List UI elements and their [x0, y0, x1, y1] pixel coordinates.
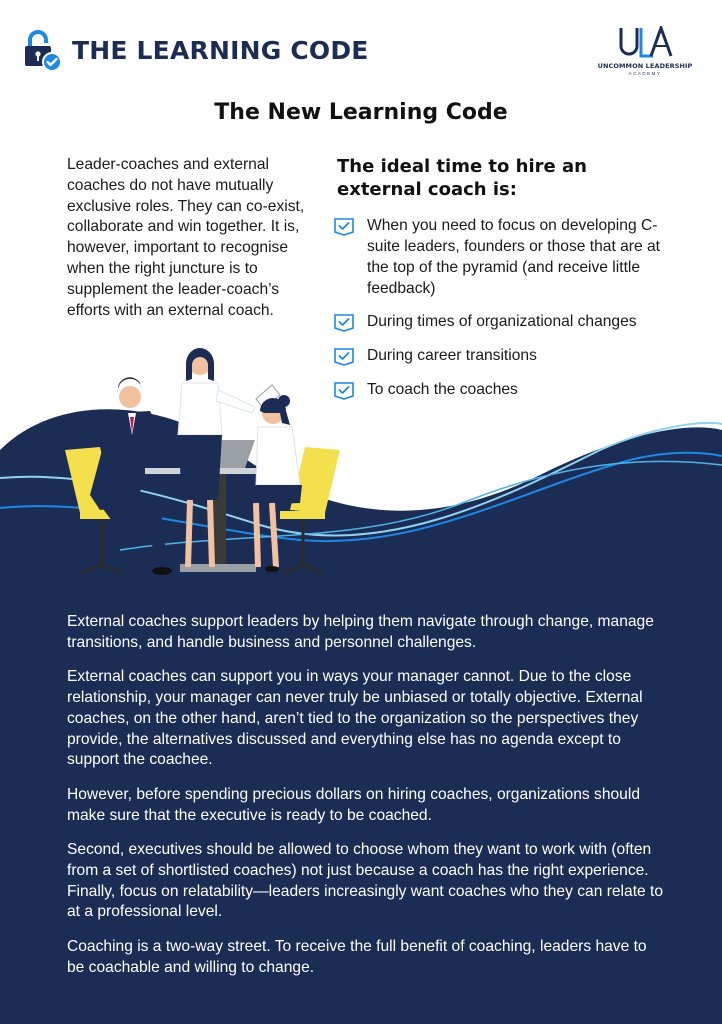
- ula-sub: ACADEMY: [628, 71, 662, 76]
- list-item: [333, 215, 678, 299]
- learning-code-logo: [22, 28, 369, 72]
- ula-monogram-icon: [615, 26, 675, 60]
- list-item-text: To coach the coaches: [367, 381, 518, 398]
- list-item-text: During career transitions: [367, 347, 537, 364]
- check-badge-icon: [333, 313, 355, 333]
- coach-heading: The ideal time to hire an external coach is:: [337, 156, 587, 200]
- list-item: [333, 311, 678, 333]
- body-paragraph: Second, executives should be allowed to choose whom they want to work with (often from a set of shortlisted coaches) not just because a coach has the right experience. Finally, focus on relatability—leaders increasingly want coaches who they can relate to at a professional level.: [67, 840, 664, 921]
- intro-paragraph: Leader-coaches and external coaches do not have mutually exclusive roles. They can co-exist, collaborate and win together. It is, however, important to recognise when the right juncture is to supplement the leader-coach’s efforts with an external coach.: [67, 156, 305, 319]
- body-paragraph: External coaches support leaders by helping them navigate through change, manage transitions, and handle business and personnel challenges.: [67, 613, 654, 651]
- body-paragraph: Coaching is a two-way street. To receive the full benefit of coaching, leaders have to be coachable and willing to change.: [67, 937, 647, 976]
- ula-name: UNCOMMON LEADERSHIP: [597, 62, 693, 70]
- uncommon-leadership-logo: [590, 26, 700, 76]
- list-item: [333, 379, 678, 401]
- list-item: [333, 345, 678, 367]
- check-badge-icon: [333, 217, 355, 237]
- body-paragraph: However, before spending precious dollars on hiring coaches, organizations should make sure that the executive is ready to be coached.: [67, 785, 640, 824]
- brand-title: THE LEARNING CODE: [72, 35, 369, 65]
- list-item-text: During times of organizational changes: [367, 313, 637, 330]
- body-text: [67, 612, 667, 992]
- lock-check-icon: [22, 28, 62, 72]
- meeting-illustration: [60, 335, 360, 585]
- page-title: The New Learning Code: [214, 100, 508, 125]
- list-item-text: When you need to focus on developing C-suite leaders, founders or those that are at the top of the pyramid (and receive little feedback): [367, 217, 660, 297]
- body-paragraph: External coaches can support you in ways your manager cannot. Due to the close relationship, your manager can never truly be unbiased or totally objective. External coaches, on the other hand, aren’t tied to the organization so the perspectives they provide, the alternatives discussed and everything else has no agenda except to support the coachee.: [67, 668, 643, 769]
- coach-reasons-list: [333, 215, 678, 413]
